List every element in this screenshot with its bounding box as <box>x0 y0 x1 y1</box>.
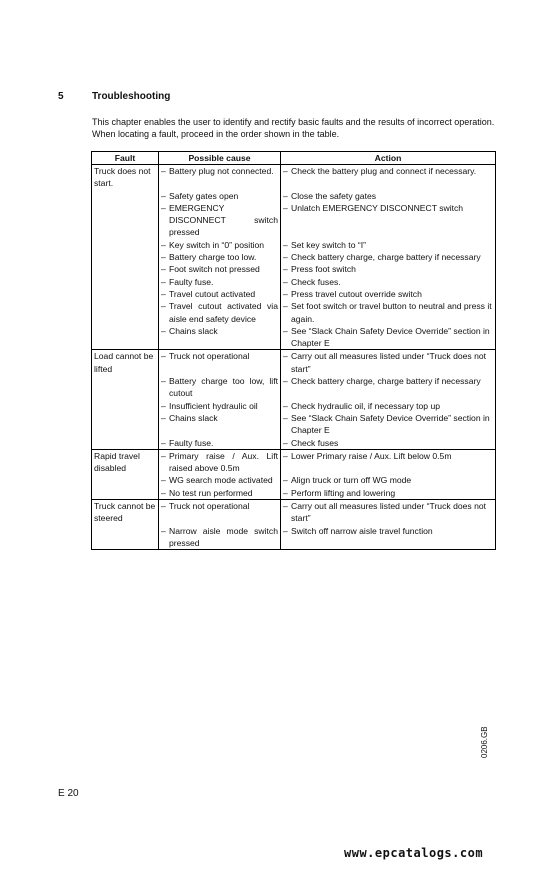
cause-text: – Narrow aisle mode switch pressed <box>161 525 278 550</box>
table-row <box>92 400 496 412</box>
fault-cell <box>92 202 159 239</box>
action-cell <box>281 412 496 437</box>
fault-cell <box>92 288 159 300</box>
cause-cell <box>159 474 281 486</box>
cause-text: – Chains slack <box>161 325 278 337</box>
table-row <box>92 325 496 350</box>
fault-cell <box>92 325 159 350</box>
table-header-row <box>92 152 496 165</box>
cause-cell <box>159 400 281 412</box>
cause-text: – Primary raise / Aux. Lift raised above 0.5m <box>161 450 278 475</box>
action-cell <box>281 500 496 525</box>
action-text: – Check battery charge, charge battery if necessary <box>283 375 493 387</box>
header-fault: Fault <box>92 152 159 165</box>
table-row <box>92 449 496 474</box>
action-cell <box>281 202 496 239</box>
table-row <box>92 276 496 288</box>
action-cell <box>281 263 496 275</box>
fault-cell <box>92 400 159 412</box>
cause-cell <box>159 276 281 288</box>
fault-text: Truck does not start. <box>94 166 151 189</box>
table-row <box>92 300 496 325</box>
action-cell <box>281 300 496 325</box>
cause-cell <box>159 500 281 525</box>
fault-cell <box>92 375 159 400</box>
cause-text: – Chains slack <box>161 412 278 424</box>
cause-cell <box>159 263 281 275</box>
cause-text: – EMERGENCY DISCONNECT switch pressed <box>161 202 278 239</box>
table-row <box>92 239 496 251</box>
cause-cell <box>159 165 281 190</box>
watermark: www.epcatalogs.com <box>344 846 484 860</box>
action-cell <box>281 325 496 350</box>
cause-cell <box>159 375 281 400</box>
action-text: – Set key switch to “I” <box>283 239 493 251</box>
fault-cell <box>92 300 159 325</box>
action-cell <box>281 190 496 202</box>
table-row <box>92 202 496 239</box>
table-row <box>92 165 496 190</box>
action-text: – Align truck or turn off WG mode <box>283 474 493 486</box>
cause-text: – Faulty fuse. <box>161 437 278 449</box>
fault-cell <box>92 263 159 275</box>
intro-paragraph: This chapter enables the user to identify and rectify basic faults and the results of incorrect operation. When locating a fault, proceed in the order shown in the table. <box>92 117 495 139</box>
action-cell <box>281 239 496 251</box>
table-row <box>92 288 496 300</box>
cause-cell <box>159 251 281 263</box>
cause-cell <box>159 202 281 239</box>
fault-text: Truck cannot be steered <box>94 501 156 524</box>
cause-cell <box>159 190 281 202</box>
action-cell <box>281 437 496 450</box>
action-cell <box>281 474 496 486</box>
action-text: – Check the battery plug and connect if necessary. <box>283 165 493 177</box>
action-cell <box>281 350 496 375</box>
header-action: Action <box>281 152 496 165</box>
fault-cell <box>92 449 159 474</box>
cause-text: – Faulty fuse. <box>161 276 278 288</box>
action-cell <box>281 525 496 550</box>
cause-text: – Insufficient hydraulic oil <box>161 400 278 412</box>
table-row <box>92 375 496 400</box>
page-code: 0206.GB <box>480 726 489 758</box>
cause-cell <box>159 325 281 350</box>
table-row <box>92 474 496 486</box>
cause-cell <box>159 412 281 437</box>
table-row <box>92 437 496 450</box>
fault-cell <box>92 500 159 525</box>
action-text: – See “Slack Chain Safety Device Override” section in Chapter E <box>283 325 493 350</box>
page-number: E 20 <box>58 788 79 799</box>
cause-cell <box>159 525 281 550</box>
fault-text: Rapid travel disabled <box>94 450 140 474</box>
action-text: – Carry out all measures listed under “Truck does not start” <box>283 500 493 525</box>
cause-text: – No test run performed <box>161 487 278 499</box>
cause-cell <box>159 487 281 500</box>
fault-cell <box>92 474 159 486</box>
cause-cell <box>159 300 281 325</box>
fault-cell <box>92 350 159 375</box>
action-text: – Check fuses. <box>283 276 493 288</box>
cause-text: – Battery plug not connected. <box>161 165 278 177</box>
fault-cell <box>92 487 159 500</box>
cause-text: – Truck not operational <box>161 350 278 362</box>
action-text: – Set foot switch or travel button to neutral and press it again. <box>283 300 493 325</box>
action-text: – Lower Primary raise / Aux. Lift below 0.5m <box>283 450 493 462</box>
cause-cell <box>159 449 281 474</box>
fault-cell <box>92 251 159 263</box>
action-text: – Press foot switch <box>283 263 493 275</box>
cause-cell <box>159 437 281 450</box>
action-text: – Perform lifting and lowering <box>283 487 493 499</box>
action-text: – Close the safety gates <box>283 190 493 202</box>
cause-text: – Truck not operational <box>161 500 278 512</box>
action-cell <box>281 400 496 412</box>
cause-cell <box>159 239 281 251</box>
action-cell <box>281 165 496 190</box>
troubleshooting-table <box>91 151 496 550</box>
action-cell <box>281 276 496 288</box>
fault-cell <box>92 276 159 288</box>
action-text: – Switch off narrow aisle travel function <box>283 525 493 537</box>
table-body <box>92 165 496 550</box>
action-text: – See “Slack Chain Safety Device Override” section in Chapter E <box>283 412 493 437</box>
fault-cell <box>92 165 159 190</box>
cause-text: – Travel cutout activated via aisle end safety device <box>161 300 278 325</box>
action-cell <box>281 288 496 300</box>
cause-text: – Battery charge too low. <box>161 251 278 263</box>
fault-cell <box>92 412 159 437</box>
cause-cell <box>159 288 281 300</box>
table-row <box>92 412 496 437</box>
action-cell <box>281 487 496 500</box>
action-cell <box>281 375 496 400</box>
table-row <box>92 190 496 202</box>
action-text: – Check hydraulic oil, if necessary top up <box>283 400 493 412</box>
fault-cell <box>92 525 159 550</box>
cause-text: – Key switch in “0” position <box>161 239 278 251</box>
fault-cell <box>92 437 159 450</box>
fault-text: Load cannot be lifted <box>94 351 154 374</box>
action-text: – Check fuses <box>283 437 493 449</box>
section-title: Troubleshooting <box>92 91 171 102</box>
action-text: – Check battery charge, charge battery if necessary <box>283 251 493 263</box>
action-text: – Carry out all measures listed under “Truck does not start” <box>283 350 493 375</box>
action-cell <box>281 251 496 263</box>
action-text: – Press travel cutout override switch <box>283 288 493 300</box>
cause-text: – Battery charge too low, lift cutout <box>161 375 278 400</box>
section-number: 5 <box>58 91 64 102</box>
table-row <box>92 263 496 275</box>
table-row <box>92 487 496 500</box>
cause-text: – Travel cutout activated <box>161 288 278 300</box>
action-text: – Unlatch EMERGENCY DISCONNECT switch <box>283 202 493 214</box>
cause-text: – WG search mode activated <box>161 474 278 486</box>
action-cell <box>281 449 496 474</box>
fault-cell <box>92 239 159 251</box>
cause-text: – Safety gates open <box>161 190 278 202</box>
cause-cell <box>159 350 281 375</box>
cause-text: – Foot switch not pressed <box>161 263 278 275</box>
table-row <box>92 500 496 525</box>
table-row <box>92 251 496 263</box>
table-row <box>92 350 496 375</box>
table-row <box>92 525 496 550</box>
header-cause: Possible cause <box>159 152 281 165</box>
fault-cell <box>92 190 159 202</box>
